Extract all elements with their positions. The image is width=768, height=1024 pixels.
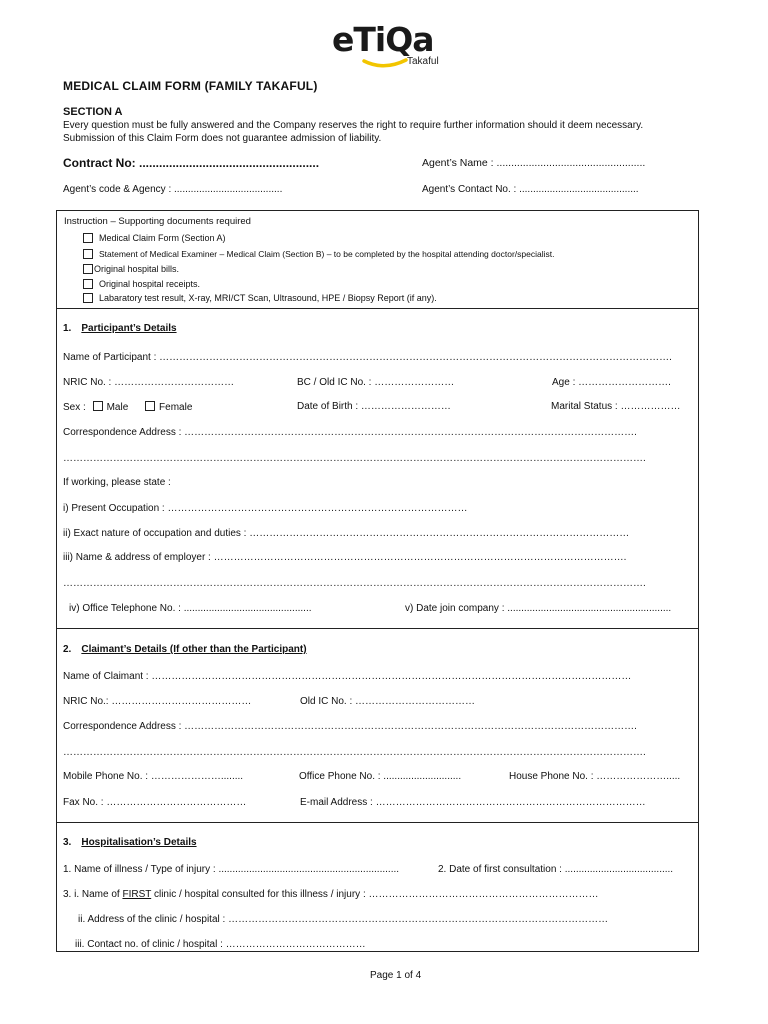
etiqa-logo (332, 20, 447, 70)
checkbox-icon[interactable] (83, 293, 93, 303)
participant-bc-field[interactable]: BC / Old IC No. : …………………… (297, 377, 455, 388)
agent-name-field[interactable]: Agent’s Name : ................................................... (422, 157, 646, 169)
participant-address-line-1[interactable]: Correspondence Address : ………………………………………………………………………………………………………………………. (63, 427, 637, 438)
claimant-nric-field[interactable]: NRIC No.: …………………………………… (63, 696, 252, 707)
section-2-heading: 2. Claimant’s Details (If other than the Participant) (63, 644, 307, 655)
claimant-address-line-1[interactable]: Correspondence Address : ………………………………………………………………………………………………………………………. (63, 721, 637, 732)
checkbox-icon[interactable] (83, 233, 93, 243)
claimant-mobile-field[interactable]: Mobile Phone No. : …………………........ (63, 771, 244, 782)
instruction-box (56, 210, 699, 309)
checkbox-icon[interactable] (83, 264, 93, 274)
claimant-email-field[interactable]: E-mail Address : ……………………………………………………………………… (300, 797, 646, 808)
employer-address-line-2[interactable]: …………………………………………………………………………………………………………………………………………………………. (63, 578, 646, 589)
doc-item-claim-form[interactable]: Medical Claim Form (Section A) (83, 233, 226, 243)
participant-details-section (56, 308, 699, 629)
intro-line-2: Submission of this Claim Form does not guarantee admission of liability. (63, 133, 382, 144)
clinic-contact-field[interactable]: iii. Contact no. of clinic / hospital : …………………………………… (75, 939, 366, 950)
logo-brand: eTiQa (332, 20, 434, 59)
doc-item-lab-results[interactable]: Labaratory test result, X-ray, MRI/CT Scan, Ultrasound, HPE / Biopsy Report (if any). (83, 293, 437, 303)
page-number: Page 1 of 4 (370, 970, 422, 981)
intro-text (63, 119, 723, 145)
section-a-title: SECTION A (63, 106, 123, 118)
logo-swoosh-icon (362, 58, 408, 70)
doc-item-hospital-bills[interactable]: Original hospital bills. (83, 264, 179, 274)
agent-code-field[interactable]: Agent’s code & Agency : ....................................... (63, 184, 283, 195)
section-3-heading: 3. Hospitalisation’s Details (63, 837, 197, 848)
first-clinic-name-field[interactable]: 3. i. Name of FIRST clinic / hospital consulted for this illness / injury : …………………………………………………………… (63, 889, 599, 900)
present-occupation-field[interactable]: i) Present Occupation : ……………………………………………………………………………… (63, 503, 468, 514)
hospitalisation-details-section (56, 822, 699, 952)
date-join-company-field[interactable]: v) Date join company : ........................................................... (405, 603, 672, 614)
participant-nric-field[interactable]: NRIC No. : ……………………………… (63, 377, 235, 388)
logo-sub: Takaful (407, 56, 439, 67)
doc-item-medical-statement[interactable]: Statement of Medical Examiner – Medical Claim (Section B) – to be completed by the hospital attending doctor/specialist. (83, 249, 554, 259)
clinic-address-field[interactable]: ii. Address of the clinic / hospital : …………………………………………………………………………………………………… (78, 914, 609, 925)
claimant-old-ic-field[interactable]: Old IC No. : ……………………………… (300, 696, 476, 707)
contract-no-field[interactable]: Contract No: ...................................................... (63, 156, 320, 170)
claimant-details-section (56, 628, 699, 823)
checkbox-icon[interactable] (83, 279, 93, 289)
occupation-nature-field[interactable]: ii) Exact nature of occupation and duties : …………………………………………………………………………………………………… (63, 528, 630, 539)
participant-age-field[interactable]: Age : ………………………. (552, 377, 671, 388)
participant-address-line-2[interactable]: …………………………………………………………………………………………………………………………………………………………. (63, 453, 646, 464)
claimant-office-phone-field[interactable]: Office Phone No. : ............................ (299, 771, 462, 782)
participant-marital-field[interactable]: Marital Status : ……………… (551, 401, 681, 412)
illness-type-field[interactable]: 1. Name of illness / Type of injury : ................................................................. (63, 864, 400, 875)
claimant-fax-field[interactable]: Fax No. : …………………………………… (63, 797, 247, 808)
section-1-heading: 1. Participant’s Details (63, 323, 177, 334)
claimant-address-line-2[interactable]: …………………………………………………………………………………………………………………………………………………………. (63, 747, 646, 758)
participant-dob-field[interactable]: Date of Birth : ……………………… (297, 401, 451, 412)
male-checkbox[interactable] (93, 401, 103, 411)
instruction-title: Instruction – Supporting documents required (64, 216, 251, 227)
claimant-house-phone-field[interactable]: House Phone No. : …………………..... (509, 771, 681, 782)
office-telephone-field[interactable]: iv) Office Telephone No. : .............................................. (69, 603, 312, 614)
claimant-name-field[interactable]: Name of Claimant : ……………………………………………………………………………………………………………………………… (63, 671, 632, 682)
intro-line-1: Every question must be fully answered and the Company reserves the right to require further information should it deem necessary. (63, 120, 644, 131)
participant-sex-field: Sex : Male Female (63, 402, 193, 413)
first-consultation-date-field[interactable]: 2. Date of first consultation : ....................................... (438, 864, 674, 875)
agent-contact-field[interactable]: Agent’s Contact No. : ........................................... (422, 184, 639, 195)
form-title: MEDICAL CLAIM FORM (FAMILY TAKAFUL) (63, 79, 318, 93)
participant-name-field[interactable]: Name of Participant : ………………………………………………………………………………………………………………………………………. (63, 352, 672, 363)
doc-item-hospital-receipts[interactable]: Original hospital receipts. (83, 279, 200, 289)
employer-field[interactable]: iii) Name & address of employer : ……………………………………………………………………………………………………………. (63, 552, 627, 563)
if-working-label: If working, please state : (63, 477, 171, 488)
checkbox-icon[interactable] (83, 249, 93, 259)
female-checkbox[interactable] (145, 401, 155, 411)
